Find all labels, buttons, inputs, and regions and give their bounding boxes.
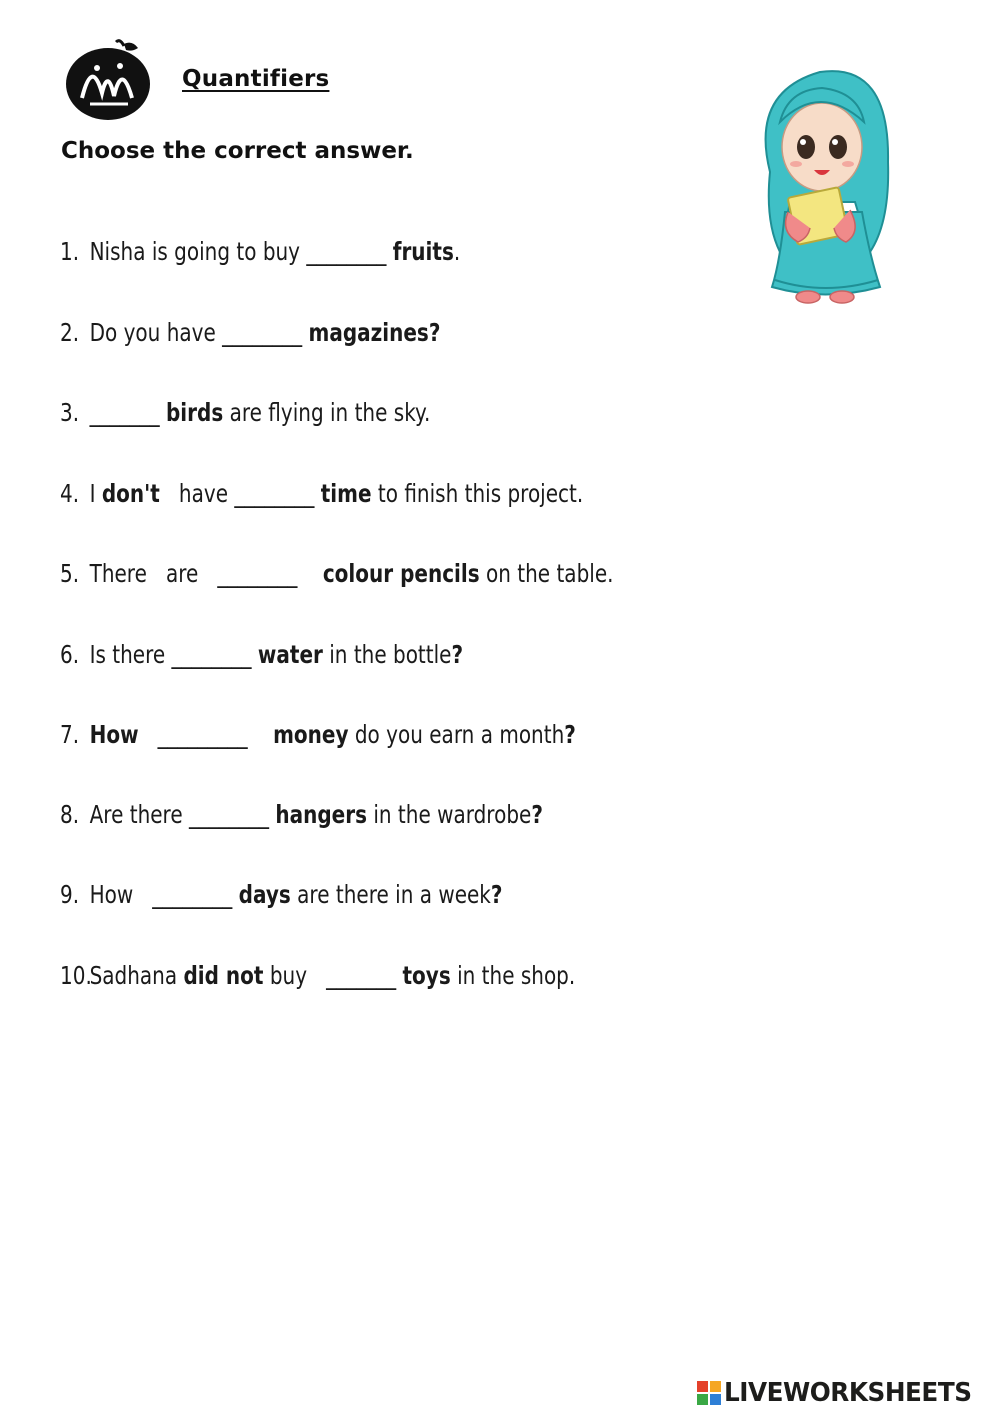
question-number: 1. [60, 237, 80, 266]
question-keyword: money [273, 720, 349, 749]
question-keyword: did not [183, 961, 264, 990]
question-number: 8. [60, 800, 80, 829]
question-text: are flying in the sky. [223, 398, 431, 427]
question-number: 7. [60, 720, 80, 749]
question-text: have ________ [159, 479, 321, 508]
question-keyword: hangers [275, 800, 367, 829]
question-keyword: water [257, 640, 323, 669]
question-keyword: ? [531, 800, 543, 829]
question-text: on the table. [479, 559, 614, 588]
question-text: I [89, 479, 102, 508]
question-keyword: ? [451, 640, 464, 669]
question-keyword: How [89, 720, 139, 749]
question-number: 10. [60, 961, 92, 990]
question-3 [60, 398, 430, 427]
question-7 [60, 720, 576, 749]
question-text: are there in a week [290, 880, 491, 909]
question-number: 2. [60, 318, 80, 347]
question-text: . [453, 237, 461, 266]
question-9 [60, 880, 503, 909]
question-text: Do you have ________ [89, 318, 309, 347]
question-4 [60, 479, 583, 508]
question-number: 4. [60, 479, 80, 508]
question-text: in the shop. [450, 961, 576, 990]
question-number: 9. [60, 880, 80, 909]
page-title: Quantifiers [182, 66, 330, 92]
question-number: 5. [60, 559, 80, 588]
question-keyword: ? [564, 720, 576, 749]
question-keyword: days [238, 880, 291, 909]
question-keyword: time [320, 479, 372, 508]
question-text: How ________ [89, 880, 239, 909]
question-10 [60, 961, 575, 990]
question-text: in the wardrobe [366, 800, 532, 829]
question-8 [60, 800, 543, 829]
question-6 [60, 640, 463, 669]
question-5 [60, 559, 613, 588]
question-text: Are there ________ [89, 800, 276, 829]
question-2 [60, 318, 440, 347]
question-number: 6. [60, 640, 80, 669]
question-1 [60, 237, 460, 266]
question-text: in the bottle [322, 640, 452, 669]
question-text: There are ________ [89, 559, 323, 588]
question-text: _______ [89, 398, 166, 427]
liveworksheets-watermark[interactable] [697, 1377, 997, 1411]
question-keyword: fruits [392, 237, 454, 266]
question-text: Sadhana [89, 961, 184, 990]
girl-illustration-icon [750, 52, 900, 307]
question-text: to finish this project. [371, 479, 584, 508]
question-keyword: don't [101, 479, 160, 508]
question-keyword: magazines? [308, 318, 441, 347]
liveworksheets-logo-icon [697, 1381, 721, 1405]
question-keyword: toys [402, 961, 451, 990]
question-text: Is there ________ [89, 640, 258, 669]
school-logo-icon [62, 38, 154, 122]
brand-name: LIVEWORKSHEETS [724, 1378, 972, 1408]
question-keyword: ? [490, 880, 503, 909]
question-keyword: colour pencils [322, 559, 480, 588]
question-keyword: birds [165, 398, 224, 427]
instruction-text: Choose the correct answer. [61, 138, 414, 164]
question-text: do you earn a month [348, 720, 565, 749]
question-text: _________ [138, 720, 274, 749]
question-number: 3. [60, 398, 80, 427]
question-text: Nisha is going to buy ________ [89, 237, 393, 266]
question-text: buy _______ [263, 961, 403, 990]
